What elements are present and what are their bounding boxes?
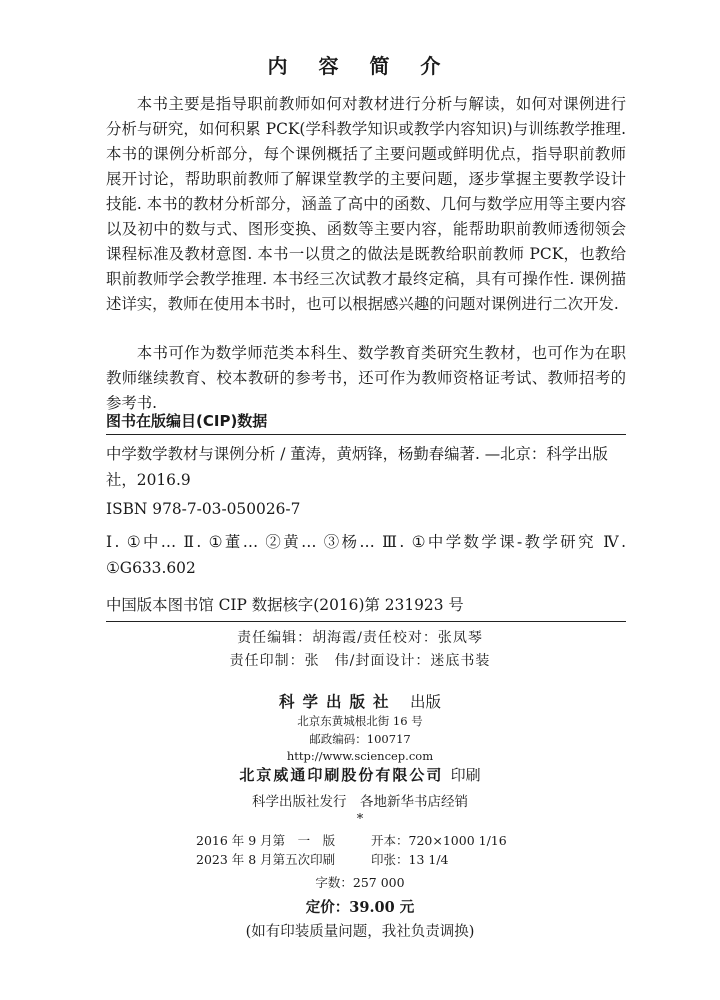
intro-paragraph-2: 本书可作为数学师范类本科生、数学教育类研究生教材，也可作为在职教师继续教育、校本教研的参考书，还可作为教师资格证考试、教师招考的参考书. xyxy=(106,344,626,412)
sheets-text: 印张：13 1/4 xyxy=(371,852,449,867)
publisher-suffix: 出版 xyxy=(409,693,441,711)
word-count: 字数：257 000 xyxy=(315,875,405,890)
cip-top-rule xyxy=(106,434,626,435)
publisher-address: 北京东黄城根北街 16 号 xyxy=(297,714,423,728)
publisher-postcode: 邮政编码：100717 xyxy=(309,732,411,746)
cip-record-number: 中国版本图书馆 CIP 数据核字(2016)第 231923 号 xyxy=(106,596,464,614)
printer-suffix: 印刷 xyxy=(450,766,481,784)
price: 定价：39.00 元 xyxy=(305,899,415,916)
printer-line xyxy=(0,764,720,785)
cip-heading: 图书在版编目(CIP)数据 xyxy=(106,412,268,430)
section-title: 内 容 简 介 xyxy=(267,54,453,78)
printer-name: 北京威通印刷股份有限公司 xyxy=(239,766,444,784)
edition-text: 2016 年 9 月第 一 版 xyxy=(196,833,336,848)
publisher-line xyxy=(0,690,720,712)
staff-editors: 责任编辑：胡海霞/责任校对：张凤琴 xyxy=(237,630,483,646)
intro-paragraph-1: 本书主要是指导职前教师如何对教材进行分析与解读，如何对课例进行分析与研究，如何积累 PCK(学科教学知识或教学内容知识)与训练教学推理. 本书的课例分析部分，每个课例概括了主要问题或鲜明优点，指导职前教师展开讨论，帮助职前教师了解课堂教学的主要问题，逐步掌握主要教学设计技能. 本书的教材分析部分，涵盖了高中的函数、几何与数学应用等主要内容以及初中的数与式、图形变换、函数等主要内容，能帮助职前教师透彻领会课程标准及教材意图. 本书一以贯之的做法是既教给职前教师 PCK，也教给职前教师学会教学推理. 本书经三次试教才最终定稿，具有可操作性. 课例描述详实，教师在使用本书时，也可以根据感兴趣的问题对课例进行二次开发. xyxy=(106,95,626,313)
cip-isbn: ISBN 978-7-03-050026-7 xyxy=(106,500,301,518)
spec-row-2 xyxy=(196,850,526,869)
format-text: 开本：720×1000 1/16 xyxy=(371,833,507,848)
printing-text: 2023 年 8 月第五次印刷 xyxy=(196,852,336,867)
cip-classification: Ⅰ. ①中… Ⅱ. ①董… ②黄… ③杨… Ⅲ. ①中学数学课-教学研究 Ⅳ. ①G633.602 xyxy=(106,533,626,577)
publisher-url: http://www.sciencep.com xyxy=(286,749,434,763)
cip-bottom-rule xyxy=(106,621,626,622)
quality-notice: (如有印装质量问题，我社负责调换) xyxy=(245,924,475,940)
cip-entry: 中学数学教材与课例分析 / 董涛，黄炳锋，杨勤春编著. —北京：科学出版社，2016.9 xyxy=(106,445,608,489)
distribution-line: 科学出版社发行 各地新华书店经销 xyxy=(252,794,468,810)
spec-row-1 xyxy=(196,831,526,850)
publisher-name: 科学出版社 xyxy=(279,692,397,711)
staff-production: 责任印制：张 伟/封面设计：迷底书装 xyxy=(229,653,491,669)
separator-star: * xyxy=(356,812,364,827)
